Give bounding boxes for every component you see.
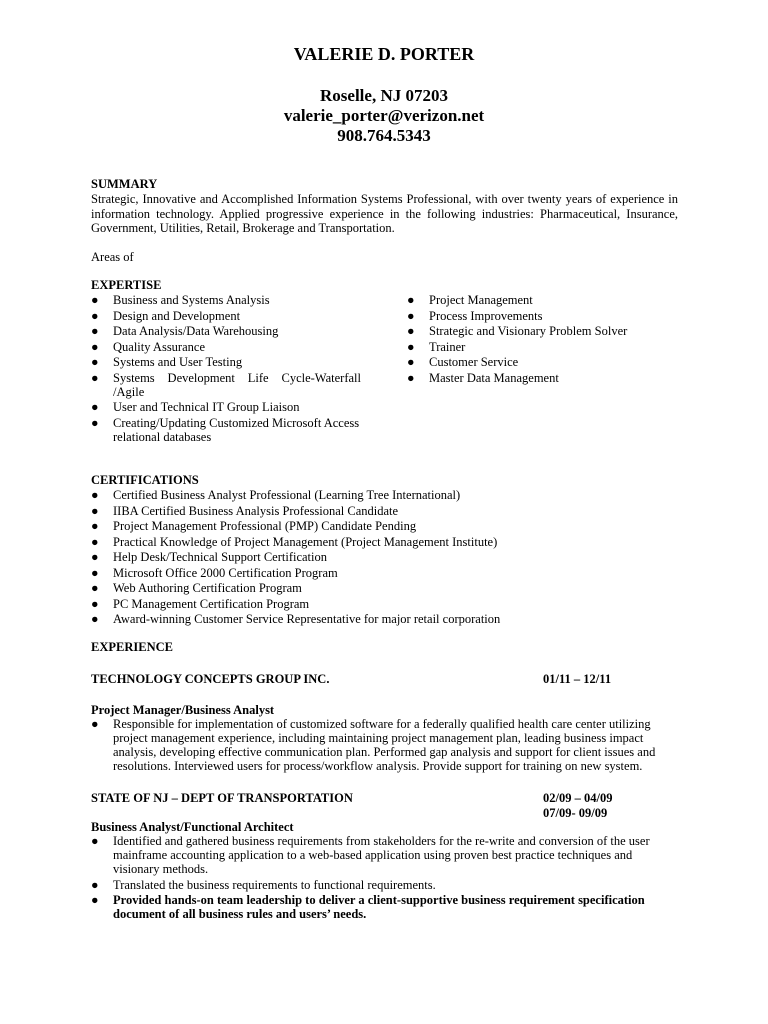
list-item: ● Microsoft Office 2000 Certification Program [91,565,338,580]
job-dates: 01/11 – 12/11 [543,672,612,686]
company-name: STATE OF NJ – DEPT OF TRANSPORTATION [91,791,353,805]
bullet-icon: ● [407,339,415,354]
experience-heading: EXPERIENCE [91,640,173,654]
job-dates: 07/09- 09/09 [543,806,608,820]
expertise-list-left [91,293,361,445]
bullet-icon: ● [407,324,415,338]
job-responsibilities [91,717,671,775]
list-item: ● Translated the business requirements to functional requirements. [91,877,436,892]
expertise-list-right [407,293,667,386]
bullet-icon: ● [91,370,99,385]
bullet-icon: ● [91,415,99,430]
location: Roselle, NJ 07203 [320,86,448,105]
bullet-icon: ● [407,355,415,369]
bullet-icon: ● [407,370,415,385]
certifications-list [91,488,691,628]
bullet-icon: ● [91,355,99,369]
bullet-icon: ● [91,324,99,338]
list-item: ● Practical Knowledge of Project Management (Project Management Institute) [91,534,498,549]
list-item: ● Creating/Updating Customized Microsoft Access relational databases [91,415,360,444]
areas-of-label: Areas of [91,250,134,264]
job-responsibilities [91,834,671,923]
job-title: Project Manager/Business Analyst [91,703,275,717]
bullet-icon: ● [91,717,99,731]
bullet-icon: ● [91,596,99,611]
list-item: ● Provided hands-on team leadership to deliver a client-supportive business requirement specification document of all business rules and users’ needs. [91,893,645,921]
list-item: ● Data Analysis/Data Warehousing [91,324,279,338]
bullet-icon: ● [91,503,99,518]
company-name: TECHNOLOGY CONCEPTS GROUP INC. [91,672,330,686]
bullet-icon: ● [91,293,99,307]
list-item: ● Identified and gathered business requirements from stakeholders for the re-write and conversion of the user mainframe accounting application to a web-based application using proven best practice techniques and visionary methods. [91,834,650,876]
list-item: ● Certified Business Analyst Professional (Learning Tree International) [91,488,461,502]
list-item: ● Customer Service [407,355,519,369]
bullet-icon: ● [91,308,99,323]
list-item: ● Project Management [407,293,533,307]
bullet-icon: ● [91,339,99,354]
list-item: ● Master Data Management [407,370,559,385]
bullet-icon: ● [91,834,99,848]
bullet-icon: ● [91,581,99,595]
bullet-icon: ● [91,488,99,502]
list-item: ● Trainer [407,339,466,354]
list-item: ● Design and Development [91,308,241,323]
job-dates: 02/09 – 04/09 [543,791,613,805]
bullet-icon: ● [91,519,99,533]
list-item: ● Systems Development Life Cycle-Waterfall /Agile [91,370,361,399]
list-item: ● User and Technical IT Group Liaison [91,400,300,414]
list-item: ● Process Improvements [407,308,543,323]
list-item: ● Systems and User Testing [91,355,243,369]
list-item: ● Award-winning Customer Service Representative for major retail corporation [91,612,501,626]
list-item: ● Business and Systems Analysis [91,293,270,307]
list-item: ● Responsible for implementation of customized software for a federally qualified health care center utilizing project management experience, including maintaining project management plan, leading business impact analysis, developing effective communication plan. Performed gap analysis and support for client issues and resolutions. Interviewed users for process/workflow analysis. Provide support for training on new system. [91,717,656,773]
expertise-heading: EXPERTISE [91,278,162,292]
resume-name: VALERIE D. PORTER [293,44,475,64]
list-item: ● Project Management Professional (PMP) Candidate Pending [91,519,417,533]
list-item: ● Web Authoring Certification Program [91,581,302,595]
list-item: ● IIBA Certified Business Analysis Professional Candidate [91,503,399,518]
list-item: ● Quality Assurance [91,339,205,354]
job-title: Business Analyst/Functional Architect [91,820,294,834]
bullet-icon: ● [91,550,99,564]
list-item: ● Help Desk/Technical Support Certification [91,550,327,564]
bullet-icon: ● [91,877,99,892]
email: valerie_porter@verizon.net [283,106,485,125]
bullet-icon: ● [91,893,99,907]
bullet-icon: ● [91,534,99,549]
phone: 908.764.5343 [337,126,431,145]
certifications-heading: CERTIFICATIONS [91,473,199,487]
summary-heading: SUMMARY [91,177,158,191]
bullet-icon: ● [91,565,99,580]
list-item: ● PC Management Certification Program [91,596,310,611]
bullet-icon: ● [91,612,99,626]
list-item: ● Strategic and Visionary Problem Solver [407,324,628,338]
bullet-icon: ● [407,293,415,307]
summary-text: Strategic, Innovative and Accomplished Information Systems Professional, with over twenty years of experience in information technology. Applied progressive experience in the following industries: Pharmaceutical, Insurance, Government, Utilities, Retail, Brokerage and Transportation. [91,192,678,235]
bullet-icon: ● [91,400,99,414]
bullet-icon: ● [407,308,415,323]
